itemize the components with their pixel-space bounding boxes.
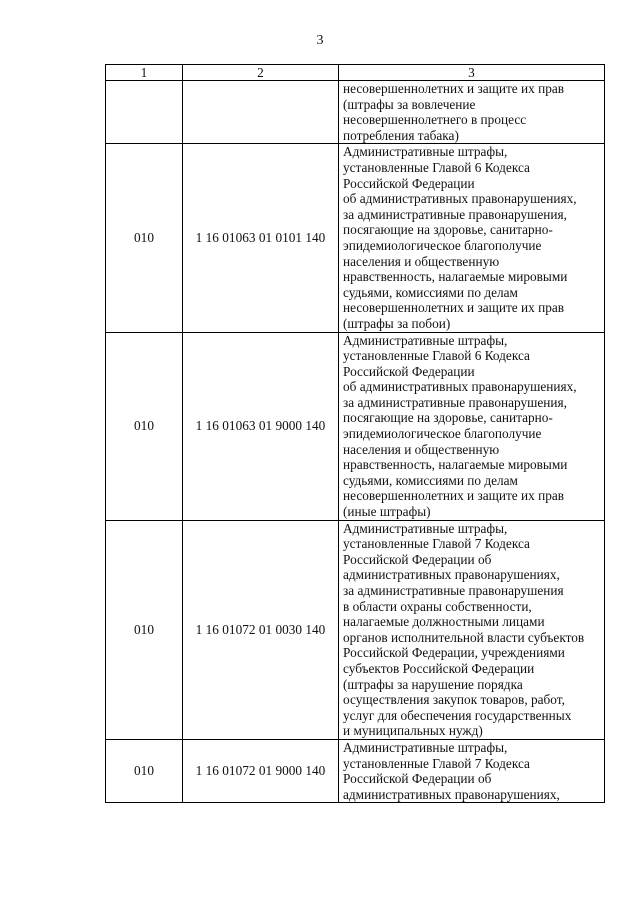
description-line: посягающие на здоровье, санитарно- [343, 410, 553, 426]
column-header-2: 2 [183, 65, 339, 81]
description-line: об административных правонарушениях, [343, 379, 577, 395]
description-line: эпидемиологическое благополучие [343, 426, 542, 442]
description-line: за административные правонарушения, [343, 394, 567, 410]
table-row [106, 332, 605, 520]
description-line: несовершеннолетних и защите их прав [343, 81, 565, 96]
table-header [106, 65, 605, 81]
description-line: Российской Федерации [343, 363, 475, 379]
description-line: установленные Главой 7 Кодекса [343, 536, 530, 552]
table-row [106, 520, 605, 739]
description-line: Административные штрафы, [343, 520, 508, 536]
description-line: нравственность, налагаемые мировыми [343, 269, 568, 285]
admin-code-cell: 010 [106, 739, 183, 802]
description-line: Административные штрафы, [343, 332, 508, 348]
admin-code-cell: 010 [106, 144, 183, 332]
description-line: судьями, комиссиями по делам [343, 284, 518, 300]
description-line: несовершеннолетних и защите их прав [343, 300, 565, 316]
table-row [106, 144, 605, 332]
description-line: (штрафы за побои) [343, 315, 451, 331]
admin-code-cell [106, 81, 183, 144]
description-line: несовершеннолетних и защите их прав [343, 488, 565, 504]
description-line: за административные правонарушения [343, 583, 564, 598]
description-line: потребления табака) [343, 127, 459, 143]
admin-code-cell: 010 [106, 520, 183, 739]
description-cell [339, 332, 605, 520]
description-line: органов исполнительной власти субъектов [343, 629, 585, 645]
description-line: и муниципальных нужд) [343, 723, 483, 739]
budget-classification-code-cell: 1 16 01072 01 0030 140 [183, 520, 339, 739]
description-line: установленные Главой 6 Кодекса [343, 159, 530, 175]
description-line: услуг для обеспечения государственных [343, 707, 572, 723]
description-cell [339, 144, 605, 332]
description-line: за административные правонарушения, [343, 206, 567, 222]
description-line: в области охраны собственности, [343, 598, 532, 614]
description-line: (иные штрафы) [343, 504, 431, 520]
budget-code-table [105, 64, 605, 803]
description-line: нравственность, налагаемые мировыми [343, 457, 568, 473]
description-line: Российской Федерации об [343, 771, 492, 787]
column-header-3: 3 [339, 65, 605, 81]
description-line: административных правонарушениях, [343, 786, 560, 802]
table-row [106, 81, 605, 144]
description-line: судьями, комиссиями по делам [343, 472, 518, 488]
description-line: (штрафы за вовлечение [343, 96, 476, 112]
description-line: населения и общественную [343, 253, 500, 269]
description-cell [339, 739, 605, 802]
description-line: установленные Главой 7 Кодекса [343, 755, 530, 771]
description-line: Административные штрафы, [343, 144, 508, 160]
description-line: несовершеннолетнего в процесс [343, 112, 527, 128]
admin-code-cell: 010 [106, 332, 183, 520]
budget-classification-code-cell: 1 16 01072 01 9000 140 [183, 739, 339, 802]
description-line: (штрафы за нарушение порядка [343, 676, 523, 692]
description-cell [339, 81, 605, 144]
description-line: Российской Федерации, учреждениями [343, 645, 565, 661]
page-number: 3 [316, 33, 324, 48]
description-line: эпидемиологическое благополучие [343, 237, 542, 253]
description-line: посягающие на здоровье, санитарно- [343, 222, 553, 238]
table-header-row [106, 65, 605, 81]
budget-classification-code-cell [183, 81, 339, 144]
table-body [106, 81, 605, 803]
budget-classification-code-cell: 1 16 01063 01 0101 140 [183, 144, 339, 332]
description-line: населения и общественную [343, 441, 500, 457]
table-row [106, 739, 605, 802]
description-line: Российской Федерации об [343, 551, 492, 567]
description-cell [339, 520, 605, 739]
budget-classification-code-cell: 1 16 01063 01 9000 140 [183, 332, 339, 520]
description-line: Административные штрафы, [343, 739, 508, 755]
description-line: об административных правонарушениях, [343, 191, 577, 207]
description-line: установленные Главой 6 Кодекса [343, 348, 530, 364]
description-line: налагаемые должностными лицами [343, 614, 545, 630]
description-line: субъектов Российской Федерации [343, 660, 535, 676]
description-line: осуществления закупок товаров, работ, [343, 692, 565, 708]
description-line: административных правонарушениях, [343, 567, 560, 583]
column-header-1: 1 [106, 65, 183, 81]
description-line: Российской Федерации [343, 175, 475, 191]
